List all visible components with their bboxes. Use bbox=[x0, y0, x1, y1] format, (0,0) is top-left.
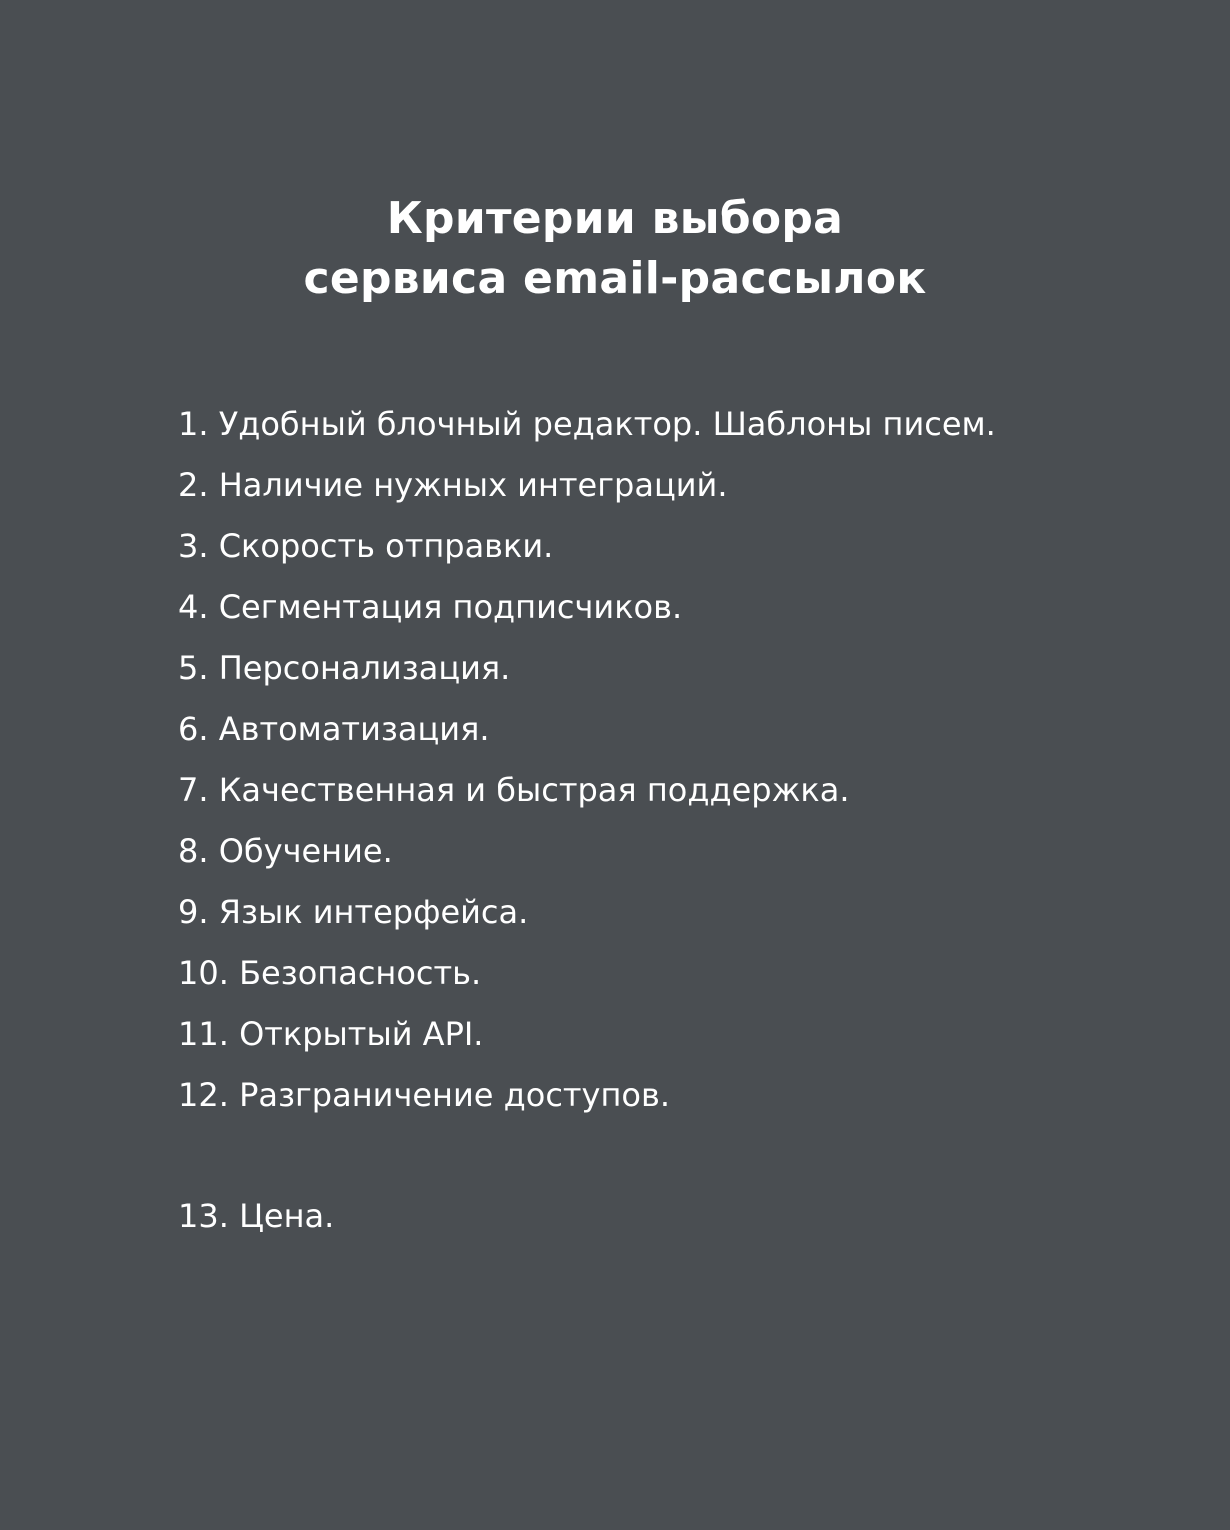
final-criterion: 13. Цена. bbox=[178, 1197, 335, 1235]
criteria-item: 2. Наличие нужных интеграций. bbox=[178, 466, 728, 504]
criteria-item: 9. Язык интерфейса. bbox=[178, 893, 529, 931]
criteria-item: 8. Обучение. bbox=[178, 832, 393, 870]
criteria-item: 3. Скорость отправки. bbox=[178, 527, 554, 565]
criteria-list bbox=[178, 394, 996, 1126]
criteria-item: 11. Открытый API. bbox=[178, 1015, 484, 1053]
criteria-item: 5. Персонализация. bbox=[178, 649, 511, 687]
criteria-item: 10. Безопасность. bbox=[178, 954, 482, 992]
criteria-item: 7. Качественная и быстрая поддержка. bbox=[178, 771, 850, 809]
criteria-item: 1. Удобный блочный редактор. Шаблоны писем. bbox=[178, 405, 996, 443]
criteria-item: 6. Автоматизация. bbox=[178, 710, 490, 748]
title-line-1: Критерии выбора bbox=[386, 193, 844, 245]
criteria-item: 4. Сегментация подписчиков. bbox=[178, 588, 683, 626]
page-title bbox=[0, 189, 1230, 309]
criteria-item: 12. Разграничение доступов. bbox=[178, 1076, 671, 1114]
title-line-2: сервиса email-рассылок bbox=[303, 253, 927, 305]
